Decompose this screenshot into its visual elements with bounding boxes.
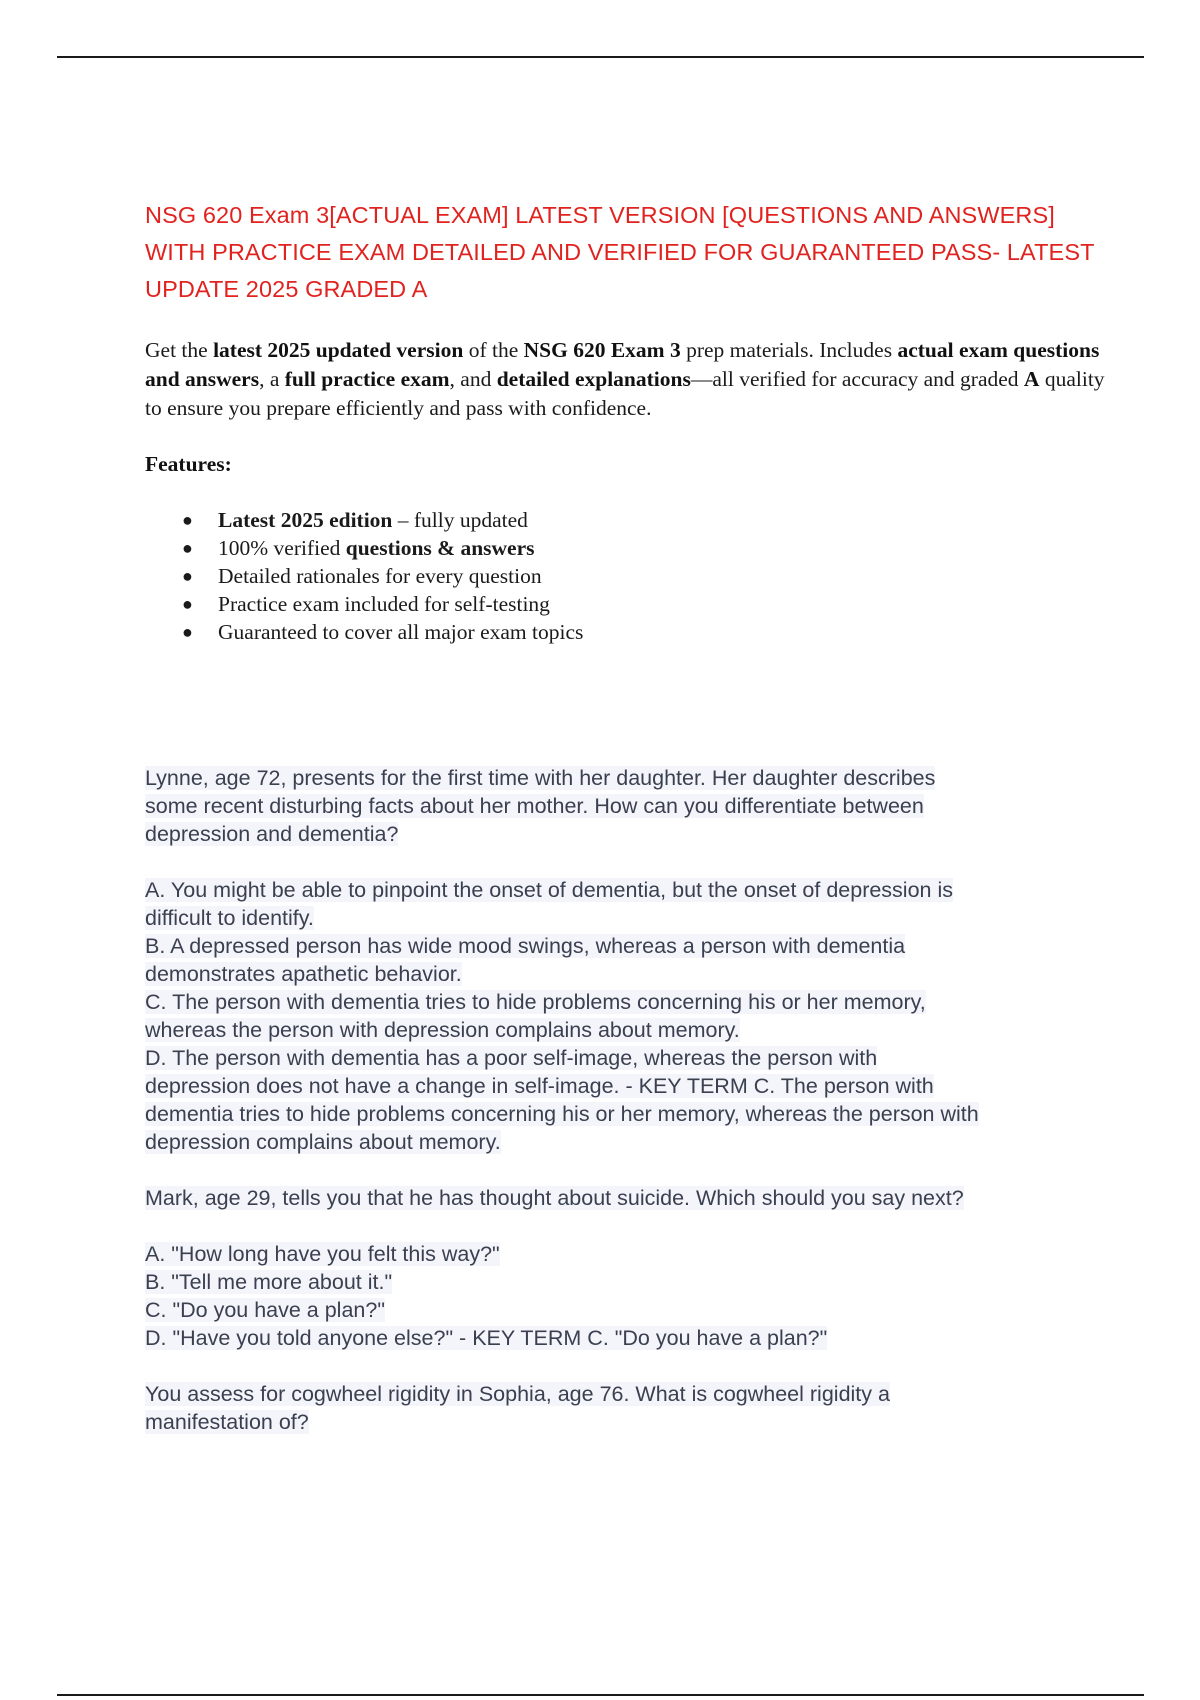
question-text xyxy=(145,1184,1105,1212)
text-line: difficult to identify. xyxy=(145,906,314,930)
question-text xyxy=(145,1380,1105,1436)
text-line: You assess for cogwheel rigidity in Sophia, age 76. What is cogwheel rigidity a xyxy=(145,1382,890,1406)
text-line: demonstrates apathetic behavior. xyxy=(145,962,462,986)
text-line: A. You might be able to pinpoint the onset of dementia, but the onset of depression is xyxy=(145,878,954,902)
question-block xyxy=(145,764,1105,1156)
text-line: Lynne, age 72, presents for the first time with her daughter. Her daughter describes xyxy=(145,766,936,790)
intro-bold: detailed explanations xyxy=(496,367,691,391)
intro-bold: latest 2025 updated version xyxy=(213,338,464,362)
list-item xyxy=(145,562,1105,590)
title-line: UPDATE 2025 GRADED A xyxy=(145,276,428,302)
intro-bold: full practice exam xyxy=(284,367,450,391)
feature-bold: Latest 2025 edition xyxy=(218,508,393,532)
feature-text: Practice exam included for self-testing xyxy=(218,592,550,616)
bullet-icon: ● xyxy=(182,538,193,558)
feature-text: Detailed rationales for every question xyxy=(218,564,542,588)
intro-text: , a xyxy=(259,367,285,391)
text-line: C. "Do you have a plan?" xyxy=(145,1298,385,1322)
text-line: some recent disturbing facts about her mother. How can you differentiate between xyxy=(145,794,924,818)
text-line: dementia tries to hide problems concerning his or her memory, whereas the person with xyxy=(145,1102,979,1126)
text-line: depression does not have a change in self-image. - KEY TERM C. The person with xyxy=(145,1074,934,1098)
intro-text: —all verified for accuracy and graded xyxy=(690,367,1024,391)
text-line: Mark, age 29, tells you that he has thought about suicide. Which should you say next? xyxy=(145,1186,964,1210)
features-list xyxy=(145,506,1105,646)
list-item xyxy=(145,618,1105,646)
footer-rule xyxy=(57,1694,1144,1696)
bullet-icon: ● xyxy=(182,566,193,586)
title-line: NSG 620 Exam 3[ACTUAL EXAM] LATEST VERSION [QUESTIONS AND ANSWERS] xyxy=(145,202,1055,228)
text-line: A. "How long have you felt this way?" xyxy=(145,1242,500,1266)
text-line: D. The person with dementia has a poor self-image, whereas the person with xyxy=(145,1046,878,1070)
text-line: C. The person with dementia tries to hide problems concerning his or her memory, xyxy=(145,990,926,1014)
bullet-icon: ● xyxy=(182,594,193,614)
bullet-icon: ● xyxy=(182,622,193,642)
feature-text: 100% verified xyxy=(218,536,346,560)
answer-text xyxy=(145,876,1105,1156)
intro-text: Get the xyxy=(145,338,214,362)
list-item xyxy=(145,590,1105,618)
text-line: B. A depressed person has wide mood swings, whereas a person with dementia xyxy=(145,934,906,958)
intro-bold: A xyxy=(1023,367,1040,391)
intro-paragraph xyxy=(145,336,1105,423)
document-title xyxy=(145,197,1105,308)
text-line: whereas the person with depression complains about memory. xyxy=(145,1018,740,1042)
feature-bold: questions & answers xyxy=(345,536,535,560)
question-text xyxy=(145,764,1105,848)
intro-bold: NSG 620 Exam 3 xyxy=(523,338,681,362)
list-item xyxy=(145,506,1105,534)
list-item xyxy=(145,534,1105,562)
feature-text: Guaranteed to cover all major exam topics xyxy=(218,620,584,644)
intro-text: prep materials. Includes xyxy=(680,338,898,362)
title-line: WITH PRACTICE EXAM DETAILED AND VERIFIED FOR GUARANTEED PASS- LATEST xyxy=(145,239,1095,265)
document-body xyxy=(145,197,1105,1436)
text-line: depression complains about memory. xyxy=(145,1130,501,1154)
intro-text: quality to ensure you prepare efficiently and pass with confidence. xyxy=(145,367,1105,420)
features-heading: Features: xyxy=(145,452,232,476)
header-rule xyxy=(57,56,1144,58)
bullet-icon: ● xyxy=(182,510,193,530)
intro-text: of the xyxy=(463,338,524,362)
answer-text xyxy=(145,1240,1105,1352)
text-line: B. "Tell me more about it." xyxy=(145,1270,393,1294)
question-block xyxy=(145,1184,1105,1352)
feature-text: – fully updated xyxy=(392,508,528,532)
text-line: depression and dementia? xyxy=(145,822,399,846)
intro-text: , and xyxy=(449,367,497,391)
text-line: manifestation of? xyxy=(145,1410,309,1434)
text-line: D. "Have you told anyone else?" - KEY TERM C. "Do you have a plan?" xyxy=(145,1326,828,1350)
intro-bold: actual exam questions and answers xyxy=(145,338,1100,391)
question-block xyxy=(145,1380,1105,1436)
